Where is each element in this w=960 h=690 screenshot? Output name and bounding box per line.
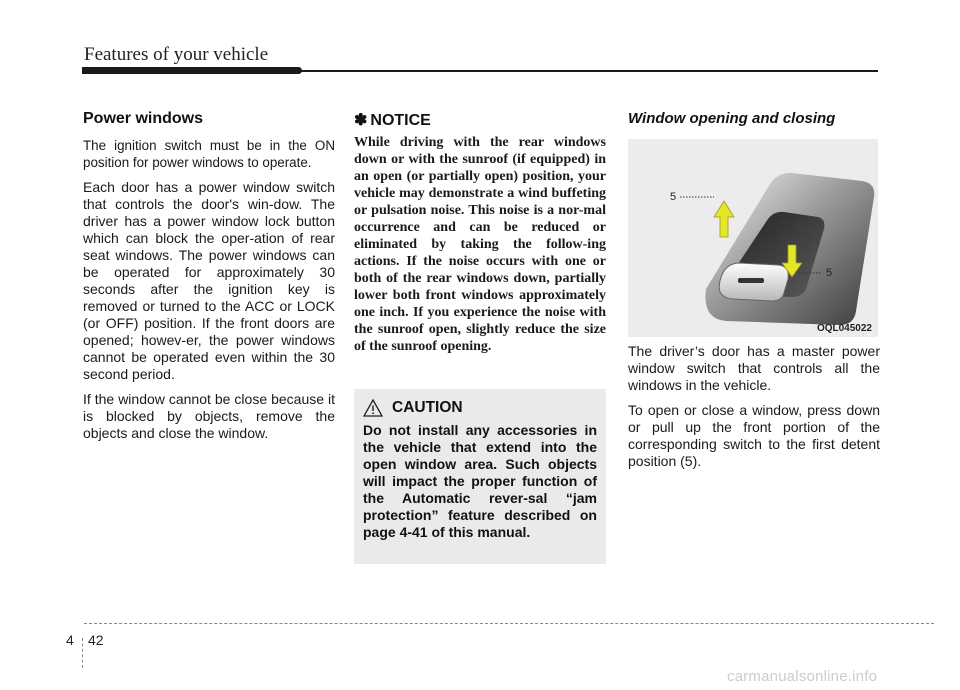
caution-title: CAUTION bbox=[392, 399, 463, 416]
figure-code: OQL045022 bbox=[816, 323, 872, 334]
notice-heading bbox=[354, 110, 606, 130]
caution-text: Do not install any accessories in the vehicle that extend into the open window area. Such objects will impact the proper function of the Automatic rever-sal “jam protection” feature described on page 4-41 of this manual. bbox=[363, 422, 597, 540]
window-opening-heading: Window opening and closing bbox=[628, 110, 836, 127]
arrow-up-icon bbox=[714, 201, 734, 237]
switch-key-mark bbox=[738, 278, 764, 283]
header-bar bbox=[82, 67, 302, 74]
page-chapter: 4 bbox=[66, 632, 74, 648]
notice-title: NOTICE bbox=[370, 112, 431, 129]
callout-label-down: 5 bbox=[826, 267, 833, 279]
power-windows-heading: Power windows bbox=[83, 110, 204, 127]
caution-header bbox=[363, 398, 597, 418]
warning-triangle-icon bbox=[363, 398, 383, 418]
callout-label-up: 5 bbox=[670, 191, 677, 203]
window-opening-section bbox=[628, 110, 880, 478]
page-header-title: Features of your vehicle bbox=[84, 44, 269, 65]
asterisk-icon: ✽ bbox=[354, 112, 368, 129]
window-switch-illustration bbox=[628, 139, 878, 337]
footer-rule bbox=[84, 623, 934, 624]
paragraph: If the window cannot be close because it is blocked by objects, remove the objects and close the window. bbox=[83, 391, 335, 441]
watermark: carmanualsonline.info bbox=[727, 668, 878, 685]
window-switch-figure bbox=[628, 139, 878, 337]
paragraph: Each door has a power window switch that controls the door's win-dow. The driver has a power window lock button which can block the oper-ation of rear seat windows. The power windows can be operated for approximately 30 seconds after the ignition key is removed or turned to the ACC or LOCK (or OFF) position. If the front doors are opened; howev-er, the power windows cannot be operated even within the 30 second period. bbox=[83, 179, 335, 382]
notice-text: While driving with the rear windows down or with the sunroof (if equipped) in an open (or partially open) position, your vehicle may demonstrate a wind buffeting or pulsation noise. This noise is a nor-mal occurrence and can be reduced or eliminated by taking the follow-ing actions. If the noise occurs with one or both of the rear windows down, partially lower both front windows approximately one inch. If you experience the noise with the sunroof open, slightly reduce the size of the sunroof opening. bbox=[354, 135, 606, 354]
notice-section bbox=[354, 110, 606, 355]
paragraph: The ignition switch must be in the ON position for power windows to operate. bbox=[83, 138, 335, 170]
page-number: 42 bbox=[88, 632, 104, 648]
caution-box bbox=[354, 389, 606, 564]
paragraph: The driver’s door has a master power window switch that controls all the windows in the vehicle. bbox=[628, 343, 880, 393]
power-windows-section bbox=[83, 110, 335, 450]
paragraph: To open or close a window, press down or pull up the front portion of the corresponding switch to the first detent position (5). bbox=[628, 402, 880, 469]
header-rule bbox=[300, 70, 878, 72]
footer-divider bbox=[82, 638, 83, 668]
